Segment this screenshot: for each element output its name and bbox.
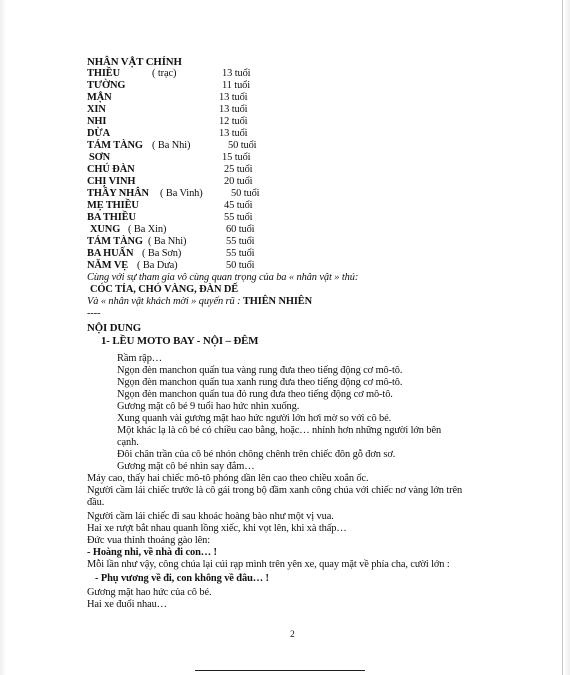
cast-age: 55 tuổi bbox=[226, 236, 255, 247]
supporting-intro: Cùng với sự tham gia vô cùng quan trọng của ba « nhân vật » thú: bbox=[87, 272, 359, 283]
script-line: Gương mặt cô bé 9 tuổi hao hức nhìn xuống. bbox=[117, 401, 300, 412]
cast-name: NHI bbox=[87, 116, 107, 127]
script-line: Đức vua thỉnh thoảng gào lên: bbox=[87, 535, 211, 546]
script-line: Hai xe rượt bắt nhau quanh lồng xiếc, khi vọt lên, khi xà thấp… bbox=[87, 523, 347, 534]
script-line: đầu. bbox=[87, 497, 105, 508]
script-line: Máy cao, thấy hai chiếc mô-tô phóng dần lên cao theo chiều xoắn ốc. bbox=[87, 473, 369, 484]
script-line: Người cầm lái chiếc đi sau khoác hoàng bào như một vị vua. bbox=[87, 511, 334, 522]
cast-heading: NHÂN VẬT CHÍNH bbox=[87, 56, 182, 68]
cast-name: THẦY NHÂN bbox=[87, 188, 149, 199]
cast-name: TÁM TÀNG bbox=[87, 236, 143, 247]
cast-name: XUNG bbox=[90, 224, 121, 235]
script-line: Người cầm lái chiếc trước là cô gái trong bộ đầm xanh công chúa với chiếc nơ vàng lớn trên bbox=[87, 485, 463, 496]
cast-note: ( Ba Xin) bbox=[128, 224, 167, 235]
script-line: Gương mặt hao hức của cô bé. bbox=[87, 587, 212, 598]
cast-age: 50 tuổi bbox=[226, 260, 255, 271]
page-number: 2 bbox=[290, 630, 295, 640]
cast-age: 13 tuổi bbox=[219, 128, 248, 139]
cast-note: ( trạc) bbox=[152, 68, 177, 79]
cast-age: 12 tuổi bbox=[219, 116, 248, 127]
script-line: Một khác lạ là cô bé có chiều cao bằng, hoặc… nhỉnh hơn những người lớn bên bbox=[117, 425, 442, 436]
cast-note: ( Ba Nhi) bbox=[152, 140, 191, 151]
cast-name: THIỀU bbox=[87, 68, 120, 79]
page-edge-line bbox=[562, 0, 563, 675]
script-line: Hai xe đuổi nhau… bbox=[87, 599, 167, 610]
cast-name: MẬN bbox=[87, 92, 112, 103]
script-line: cạnh. bbox=[117, 437, 139, 448]
cast-name: BA THIỀU bbox=[87, 212, 136, 223]
script-line: Gương mặt cô bé nhìn say đắm… bbox=[117, 461, 255, 472]
cast-age: 60 tuổi bbox=[226, 224, 255, 235]
divider: ---- bbox=[87, 308, 101, 319]
cast-age: 55 tuổi bbox=[226, 248, 255, 259]
cast-name: MẸ THIỀU bbox=[87, 200, 139, 211]
cast-age: 45 tuổi bbox=[224, 200, 253, 211]
cast-name: CHÚ ĐÀN bbox=[87, 164, 135, 175]
cast-name: DỪA bbox=[87, 128, 110, 139]
guest-line bbox=[87, 296, 312, 308]
script-line: Ngọn đèn manchon quấn tua vàng rung đưa theo tiếng động cơ mô-tô. bbox=[117, 365, 403, 376]
cast-age: 55 tuổi bbox=[224, 212, 253, 223]
cast-note: ( Ba Dưa) bbox=[137, 260, 178, 271]
script-line: Mỗi lần như vậy, công chúa lại cúi rạp mình trên yên xe, quay mặt về phía cha, cười lớn : bbox=[87, 559, 450, 570]
cast-age: 11 tuổi bbox=[222, 80, 251, 91]
footer-rule bbox=[195, 670, 365, 671]
cast-age: 13 tuổi bbox=[219, 104, 248, 115]
cast-name: BA HUẤN bbox=[87, 248, 134, 259]
cast-age: 50 tuổi bbox=[228, 140, 257, 151]
cast-age: 20 tuổi bbox=[224, 176, 253, 187]
cast-name: XIN bbox=[87, 104, 106, 115]
dialogue-line: - Hoàng nhi, về nhà đi con… ! bbox=[87, 547, 217, 558]
cast-age: 13 tuổi bbox=[222, 68, 251, 79]
cast-name: TƯỜNG bbox=[87, 80, 126, 91]
cast-name: NĂM VẸ bbox=[87, 260, 129, 271]
cast-note: ( Ba Nhi) bbox=[148, 236, 187, 247]
script-line: Đôi chân trần của cô bé nhón chông chênh trên chiếc đôn gỗ đơn sơ. bbox=[117, 449, 396, 460]
cast-age: 25 tuổi bbox=[224, 164, 253, 175]
animal-characters: CÓC TÍA, CHÓ VÀNG, ĐÀN DẾ bbox=[90, 284, 239, 295]
cast-age: 15 tuổi bbox=[222, 152, 251, 163]
cast-name: TÁM TÀNG bbox=[87, 140, 143, 151]
cast-age: 50 tuổi bbox=[231, 188, 260, 199]
script-line: Rầm rập… bbox=[117, 353, 163, 364]
cast-name: SƠN bbox=[89, 152, 111, 163]
cast-note: ( Ba Vinh) bbox=[160, 188, 203, 199]
script-line: Ngọn đèn manchon quấn tua xanh rung đưa theo tiếng động cơ mô-tô. bbox=[117, 377, 403, 388]
cast-name: CHỊ VINH bbox=[87, 176, 136, 187]
script-line: Ngọn đèn manchon quấn tua đỏ rung đưa theo tiếng động cơ mô-tô. bbox=[117, 389, 393, 400]
dialogue-line: - Phụ vương về đi, con không về đâu… ! bbox=[95, 573, 269, 584]
scene-heading: 1- LỀU MOTO BAY - NỘI – ĐÊM bbox=[101, 335, 259, 347]
guest-name: THIÊN NHIÊN bbox=[242, 296, 313, 307]
script-line: Xung quanh vài gương mặt hao hức người lớn hơi mờ so với cô bé. bbox=[117, 413, 392, 424]
cast-note: ( Ba Sơn) bbox=[142, 248, 182, 259]
content-heading: NỘI DUNG bbox=[87, 322, 142, 334]
cast-age: 13 tuổi bbox=[219, 92, 248, 103]
guest-intro: Và « nhân vật khách mời » quyến rũ : bbox=[87, 296, 243, 307]
